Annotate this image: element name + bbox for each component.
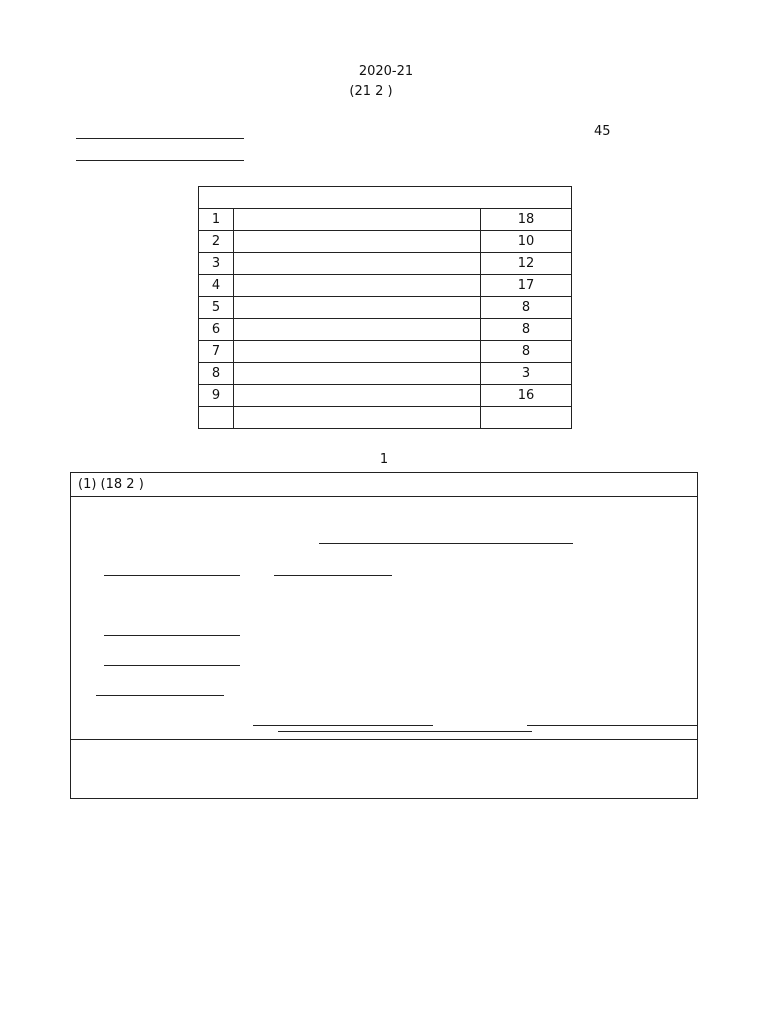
answer-blank[interactable] bbox=[104, 617, 240, 636]
passage-text bbox=[79, 648, 99, 666]
question-1-header: (1) (18 2 ) bbox=[71, 473, 697, 497]
row-number: 9 bbox=[199, 385, 234, 407]
passage-line bbox=[79, 557, 689, 581]
passage-text bbox=[245, 558, 269, 576]
row-number: 6 bbox=[199, 319, 234, 341]
answer-blank[interactable] bbox=[274, 557, 392, 576]
name-underline[interactable] bbox=[76, 146, 244, 161]
row-score: 16 bbox=[481, 385, 572, 407]
table-row bbox=[199, 209, 572, 231]
passage-line bbox=[79, 677, 689, 701]
table-row bbox=[199, 231, 572, 253]
contents-table-title-row bbox=[199, 187, 572, 209]
passage-line bbox=[79, 713, 689, 737]
answer-blank[interactable] bbox=[278, 713, 532, 732]
contents-table bbox=[198, 186, 572, 429]
row-number: 7 bbox=[199, 341, 234, 363]
row-section bbox=[234, 385, 481, 407]
passage-line bbox=[79, 587, 689, 611]
word-bank bbox=[71, 739, 697, 799]
row-number: 2 bbox=[199, 231, 234, 253]
row-score: 10 bbox=[481, 231, 572, 253]
table-row bbox=[199, 253, 572, 275]
row-section bbox=[234, 341, 481, 363]
row-section bbox=[234, 209, 481, 231]
row-number: 5 bbox=[199, 297, 234, 319]
row-score: 8 bbox=[481, 297, 572, 319]
row-number: 3 bbox=[199, 253, 234, 275]
table-row bbox=[199, 297, 572, 319]
exam-subtitle: (21 2 ) bbox=[349, 84, 393, 99]
time-limit bbox=[594, 124, 611, 139]
total-label bbox=[234, 407, 481, 429]
row-score: 8 bbox=[481, 341, 572, 363]
row-score: 3 bbox=[481, 363, 572, 385]
passage-line bbox=[79, 617, 689, 641]
table-row bbox=[199, 341, 572, 363]
passage-line bbox=[79, 647, 689, 671]
answer-blank[interactable] bbox=[104, 557, 240, 576]
school-underline[interactable] bbox=[76, 124, 244, 139]
answer-blank[interactable] bbox=[96, 677, 224, 696]
passage-text bbox=[79, 558, 99, 576]
row-section bbox=[234, 275, 481, 297]
row-score: 17 bbox=[481, 275, 572, 297]
passage-text bbox=[79, 678, 91, 696]
question-1-passage bbox=[71, 497, 697, 740]
time-limit-text: 45 bbox=[594, 124, 611, 139]
question-1-box bbox=[70, 472, 698, 799]
school-field[interactable] bbox=[76, 124, 244, 139]
contents-table-title bbox=[199, 187, 572, 209]
passage-line bbox=[79, 525, 689, 549]
instructions: 1 bbox=[379, 452, 389, 467]
row-score: 18 bbox=[481, 209, 572, 231]
row-section bbox=[234, 319, 481, 341]
answer-blank[interactable] bbox=[104, 647, 240, 666]
total-empty-cell bbox=[199, 407, 234, 429]
row-section bbox=[234, 253, 481, 275]
row-score: 8 bbox=[481, 319, 572, 341]
row-section bbox=[234, 231, 481, 253]
exam-title: 2020-21 bbox=[358, 64, 414, 79]
table-row bbox=[199, 363, 572, 385]
row-number: 4 bbox=[199, 275, 234, 297]
row-score: 12 bbox=[481, 253, 572, 275]
name-field[interactable] bbox=[76, 146, 244, 161]
table-row bbox=[199, 319, 572, 341]
row-section bbox=[234, 363, 481, 385]
document-header bbox=[0, 62, 768, 102]
total-score-cell[interactable] bbox=[481, 407, 572, 429]
table-row bbox=[199, 275, 572, 297]
total-row bbox=[199, 407, 572, 429]
row-number: 8 bbox=[199, 363, 234, 385]
row-number: 1 bbox=[199, 209, 234, 231]
table-row bbox=[199, 385, 572, 407]
passage-text bbox=[79, 618, 99, 636]
row-section bbox=[234, 297, 481, 319]
answer-blank[interactable] bbox=[319, 525, 573, 544]
